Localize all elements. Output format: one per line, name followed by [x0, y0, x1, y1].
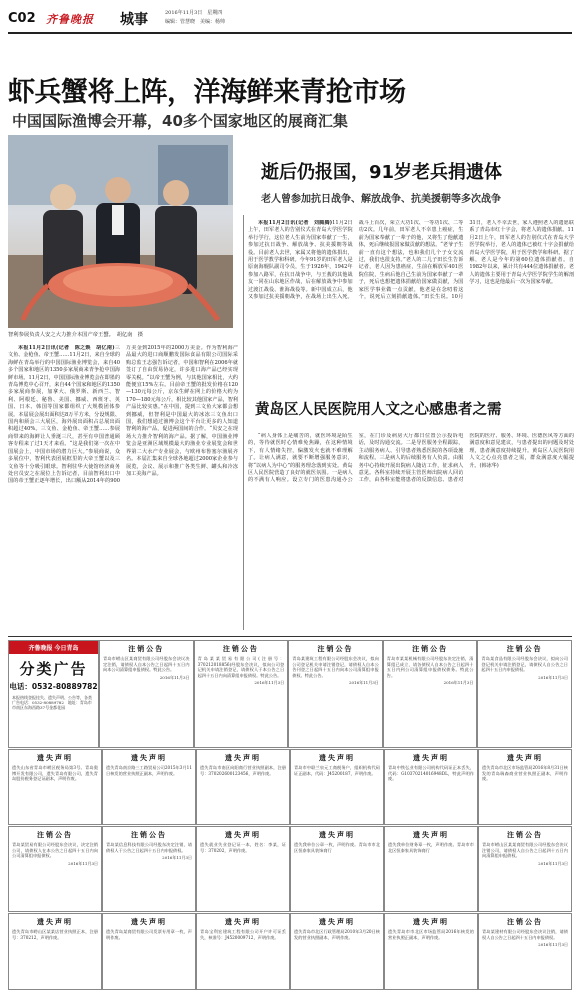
classifieds-header — [8, 640, 99, 748]
notice-title: 遗失声明 — [413, 831, 449, 839]
notice-body: 青岛市崂山区某商贸有限公司经股东会决议决定注销，请债权人自本公告之日起四十五日内向本公司清算组申报债权。特此公告。 — [103, 656, 190, 673]
notice-title: 注销公告 — [222, 645, 259, 653]
classified-notice — [384, 913, 478, 990]
classifieds-logo: 齐鲁晚报 今日青岛 — [9, 641, 98, 654]
column-divider — [243, 215, 244, 630]
notice-body: 青岛市崂山区某某商贸有限公司经股东会决议注销公司，请债权人自公告之日起四十五日内向清算组申报债权。 — [482, 842, 568, 859]
second-body-text: 11月2日上午，田军老人的告别仪式在青岛大学医学院举行学行，这位老人生前为国家奉献了一生，参加过抗日战争、解放战争、抗美援朝等战役。目前老人去世，家属又将他的遗体捐出，用于医学教学和科研。今年91岁的田军老人是原南海舰队副司令员，生于1926年，1942年参加八路军，在抗日战争中，与王莪的其他战友一同在山东地区作战，后在解放战争中参加过渡江战役、淮海战役等。新中国成立后，他又参加过抗美援朝战争，在战场上出生入死。战斗上百次，荣立大功1次、一等功1次、二等功2次。几年前，田军老人不幸患上癌症，生前为国家奉献了一辈子的他，又将生了他献遗体，死后继续报国家做贡献的想法。“老爷子生前一直有这个想法，也和我们几个子女交流过，我们也很支持。”老人的二儿子田长生告诉记者，老人因为患癌症，生前在解放军401医院住院，生病后他自己生前为国家奉献了一辈子，死后也想把遗体捐献给国家做贡献，为国家医学事业做一点贡献，他老是在念叨着这个，说死后立刻捐献遗体。”田长生说。10月31日，老人不幸去世，家人遵照老人的遗愿联系了青岛市红十字会，将老人的遗体捐献。11月2日上午，田军老人的告别仪式在青岛大学医学院举行，老人的遗体已被红十字会捐献给青岛大学医学院，用于医学教学和科研。据了解，老人是今年的第60位遗体捐献者。自1982年以来，累计共有444位遗体捐献者。老人的遗体主要用于青岛大学医学院学生的解剖学习，这也是他最后一次为国家奉献。 — [248, 220, 574, 301]
notice-body: 青岛某食品有限公司经股东会决议，拟向公司登记机关申请注销登记，请债权人自公告之日起四十五日内申报债权。 — [481, 656, 568, 673]
issue-date: 2016年11月3日 星期四 — [165, 10, 223, 16]
third-body-text: “病人身体上是痛苦的，就医环境是陌生的，等待就医时心情难免焦躁，在这种情境下，有人情绪失控，偏激发火也就不难理解了。让病人满意，就要不断增强服务意识，将“以病人为中心”的服务理念落到实处。黄岛区人民医院营造了良好的就医氛围。一是病人的不满有人响应。设立专门的医患沟通办公室，在门诊及病房大厅都日位置公示投诉电话，及时沟通交流。二是导医服务全程跟踪，主动服务病人、引导患者熟悉医院的各项设施和流程。三是病人的后续服务有人负责。由服务中心持续开展出院病人随访工作，征求病人意见。各科室持续开展主管医师出院病人回访工作，由各科室能将患者的反馈信息、患者对医院的医疗、服务、环境、医德医风等方面的满意度和意见建议，与患者提出的问题及时处理，患者满意度持续提升。黄岛区人民医院用人文之心点亮患者之需，群众满意度大幅提升。(韩冰华) — [248, 433, 574, 484]
notice-body: 青岛市中联兰泉元工商税务户，组织机构代码证正副本，代码：J45200187，声明作废。 — [294, 765, 380, 776]
notice-body: 青岛某某贸易有限公司(注册号：370212018856)经股东会决议，拟向公司登记机关申请注销登记，请债权人于本公告之日起四十五日内向清算组申报债权。特此公告。 — [197, 656, 285, 678]
notice-title: 遗失声明 — [131, 918, 167, 926]
notice-body: 遗失山东省青岛市崂区税务局第3号。青岛奥博开发有限公司，遗失青岛有限公司，遗失青岛股份税务登记证副本，声明作废。 — [12, 765, 98, 782]
notice-body: 遗失青岛市崂山区某某店营业执照正本，注册号：370212，声明作废。 — [12, 929, 98, 940]
second-headline: 逝后仍报国，91岁老兵捐遗体 — [261, 162, 503, 183]
classified-notice — [477, 640, 572, 748]
photo-illustration — [8, 135, 233, 328]
classifieds-phone: 电话：0532-80889782 — [9, 682, 98, 691]
classified-notice — [194, 640, 289, 748]
notice-date: 2016年11月3日 — [538, 860, 568, 866]
notice-body: 遗失青岛市北区市场监管局2016年8月31日核发的青岛瑞森商业营业执照正副本，声明作废。 — [482, 765, 568, 782]
classified-notice — [384, 749, 478, 825]
classified-notice — [478, 826, 572, 912]
notice-title: 注销公告 — [507, 918, 543, 926]
notice-date: 2016年11月3日 — [348, 680, 379, 686]
newspaper-logo: 齐鲁晚报 — [46, 13, 94, 26]
classifieds-title: 分类广告 — [19, 660, 88, 678]
notice-date: 2016年11月3日 — [538, 674, 568, 680]
classified-notice — [8, 913, 102, 990]
notice-body: 遗失我单位公章一枚，声明作废。青岛市市北区恒泰家具装饰商行 — [294, 842, 380, 853]
classified-notice — [8, 749, 102, 825]
third-headline: 黄岛区人民医院用人文之心感患者之需 — [255, 402, 502, 418]
notice-body: 遗失青岛某商贸有限公司发票专用章一枚，声明作废。 — [106, 929, 192, 940]
notice-title: 注销公告 — [128, 645, 165, 653]
classified-notice — [196, 913, 290, 990]
classified-notice — [290, 826, 384, 912]
classified-notice — [478, 913, 572, 990]
classified-notice — [8, 826, 102, 912]
notice-body: 青岛某建筑工程有限公司经股东会决议，拟向公司登记机关申请注销登记，请债权人自本公告刊登之日起四十五日内向本公司清算组申报债权。特此公告。 — [292, 656, 379, 678]
classified-notice — [102, 749, 196, 825]
notice-body: 青岛某建材有限公司经股东会决议注销，请债权人自公告之日起四十五日内申报债权。 — [482, 929, 568, 940]
main-photo — [8, 135, 233, 328]
main-subheadline: 中国国际渔博会开幕，40多个国家地区的展商汇集 — [12, 112, 348, 130]
notice-body: 遗失就业失业登记证一本，姓名：李某，证号：370202，声明作废。 — [200, 842, 286, 853]
third-story-body — [248, 433, 574, 628]
notice-title: 遗失声明 — [225, 918, 261, 926]
notice-date: 2016年11月3日 — [443, 680, 474, 686]
notice-title: 注销公告 — [37, 831, 73, 839]
notice-title: 遗失声明 — [37, 754, 73, 762]
notice-body: 青岛某信息科技有限公司经股东决定注销，请债权人于公告之日起四十五日内申报债权。 — [106, 842, 192, 853]
notice-date: 2016年11月3日 — [159, 674, 190, 680]
classified-notice — [384, 826, 478, 912]
notice-body: 青岛宝利宏建筑工程有限公司开户许可证丢失，核准号：J4520009712，声明作废。 — [200, 929, 286, 940]
notice-title: 遗失声明 — [319, 918, 355, 926]
notice-title: 注销公告 — [412, 645, 449, 653]
photo-caption: 智利参展负责人安之大力推介本国产帝王蟹。 胡亿南 摄 — [8, 332, 144, 338]
second-subheadline: 老人曾参加抗日战争、解放战争、抗美援朝等多次战争 — [261, 194, 501, 205]
notice-title: 遗失声明 — [413, 918, 449, 926]
notice-body: 青岛某贸易有限公司经股东会决议，决定注销公司，请债权人在本公告之日起四十五日内向公司清算组申报债权。 — [12, 842, 98, 859]
notice-title: 注销公告 — [317, 645, 354, 653]
classified-notice — [290, 749, 384, 825]
notice-title: 遗失声明 — [225, 754, 261, 762]
notice-title: 注销公告 — [507, 831, 543, 839]
notice-title: 遗失声明 — [131, 754, 167, 762]
header-rule — [8, 32, 572, 34]
classified-notice — [196, 826, 290, 912]
classified-notice — [478, 749, 572, 825]
notice-body: 遗失青岛市北区行政管理局2010年3月20日核发的营业执照副本，声明作废。 — [294, 929, 380, 940]
notice-body: 青岛中铁弘业有限公司机构代码证正本丢失，代码：G10370214016948DL，特此声明作废。 — [388, 765, 474, 782]
classified-notice — [383, 640, 478, 748]
notice-title: 注销公告 — [506, 645, 543, 653]
notice-title: 遗失声明 — [413, 754, 449, 762]
classified-notice — [288, 640, 383, 748]
notice-date: 2016年11月3日 — [68, 860, 98, 866]
page-code: C02 — [8, 11, 36, 26]
classifieds-rule — [8, 636, 572, 637]
notice-body: 青岛市某某机械有限公司经股东决定注销，清算组已成立，请各债权人自本公告之日起四十五日内到公司清算组申报债权债务。特此公告。 — [386, 656, 474, 678]
notice-date: 2016年11月3日 — [538, 942, 568, 948]
classified-notice — [290, 913, 384, 990]
main-headline: 虾兵蟹将上阵，洋海鲜来青抢市场 — [8, 77, 406, 108]
classifieds-intro: 本报热线登报挂失、遗失声明、公告等，各类广告电话：0532-80889782 地址：青岛市市南区东海西路37号金都花园 — [12, 695, 92, 711]
classified-notice — [196, 749, 290, 825]
notice-body: 遗失我单位财务章一枚，声明作废。青岛市市北区恒泰家具装饰商行 — [388, 842, 474, 853]
notice-body: 遗失青岛市市北区市场监管局2016年核发的营业执照正副本，声明作废。 — [388, 929, 474, 940]
notice-title: 注销公告 — [131, 831, 167, 839]
notice-title: 遗失声明 — [37, 918, 73, 926]
main-byline: 本报11月2日讯(记者 陈之焕 胡亿南) — [18, 345, 115, 351]
section-title: 城事 — [120, 12, 148, 28]
notice-date: 2016年11月3日 — [162, 855, 192, 861]
second-story-body — [248, 220, 574, 380]
notice-body: 遗失青岛南京路三工路贸易公司2015年3月11日核发的营业执照正副本，声明作废。 — [106, 765, 192, 776]
notice-body: 遗失青岛市南区向阳商行营业执照副本，注册号：370202600123456，声明作废。 — [200, 765, 286, 776]
notice-title: 遗失声明 — [319, 754, 355, 762]
page-header — [8, 6, 572, 32]
classified-notice — [102, 826, 196, 912]
notice-title: 遗失声明 — [225, 831, 261, 839]
classified-notice — [102, 913, 196, 990]
notice-title: 遗失声明 — [507, 754, 543, 762]
classified-notice — [99, 640, 194, 748]
main-body-text: 三文鱼、金枪鱼、帝王蟹……11月2日，来自全球的海鲜在青岛举行的中国国际渔业博览会，来自40多个国家和地区的1350多家展商来青争抢中国海鲜市场。11月2日，中国国际渔业博览会在即墨的青岛博览中心召开，来自44个国家和地区的1350多家展商参展，加拿大、俄罗斯、新西兰、智利、阿根廷、秘鲁、美国、挪威、西班牙、英国、日本、韩国等国家都组织了大规模团体参展。本届展会展出面积达8万平方米，分设规限、国内和须会三大展区，海外展出面积占总展出面积超过40%。三文鱼、金枪鱼、帝王蟹……参展商带来的海鲜让人垂涎三尺，甚至有中国普通顾客专程来了过1天才来看。“这是我们第一次在中国展会上，中国市场的潜力巨大。”参展商说，众多展位中，智利代表团展框里的大帝王蟹以及三文鱼等十分吸引眼球。智利驻华大使馆经济商务处官员安之在展位上告诉记者，目前智利出口中国的帝王蟹正逐年增长，出口额从2014年的900万美金到2015年的2000万美金。作为智利海产品最大的进口商顺鹏发国际食品有限公司国际采购总监王志强告诉记者，中国和智利在2006年就签订了自由贸易协定，许多进口海产品已经实现零关税。“以帝王蟹为例，与其他国家相比，大约能便宜15%左右。目前帝王蟹的批发价格在120—130元每公斤，京东生鲜在网上的价格大约为170—180元每公斤，相比较其他国家产品，智利产品比较实惠。”在中国，提到三文鱼大家都会想到挪威，但智利是中国最大的冰冻三文鱼出口国，我们想通过渔博会这个平台让更多的人知道智利的海产品，促进两国间的合作。“贝安之在现场大力推介智利的海产品。据了解，中国渔业博览会是亚洲区域规模最大的渔业专业展览会和世界第二大水产专业展会，与欧州布鲁塞尔渔展齐名。本届汇集来自全球各地超过2000家企业参与展览，会议、展示和推广各类生鲜、罐头和冷冻加工美海产品。 — [8, 345, 238, 485]
notice-title: 遗失声明 — [319, 831, 355, 839]
editor-credits: 编辑：管慧晓 美编：杨帅 — [165, 19, 226, 25]
main-story-body — [8, 345, 238, 627]
notice-date: 2016年11月3日 — [254, 680, 285, 686]
second-byline: 本报11月2日讯(记者 刘腾腾) — [258, 220, 333, 226]
